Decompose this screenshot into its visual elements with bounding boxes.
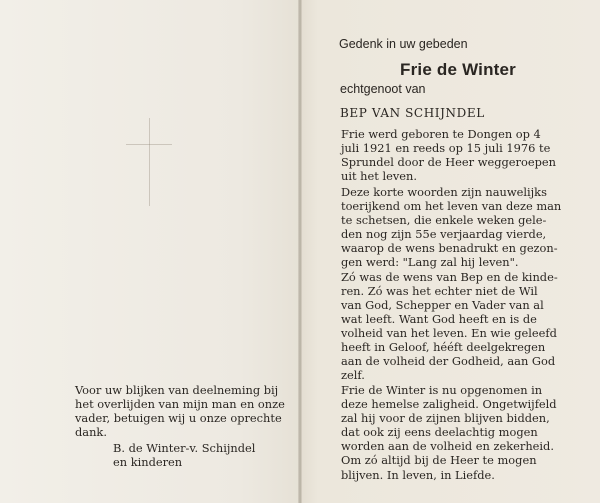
text-line: Frie werd geboren te Dongen op 4 — [341, 127, 541, 141]
text-line: zal hij voor de zijnen blijven bidden, — [341, 411, 550, 426]
thanks-line: dank. — [75, 425, 107, 440]
text-line: volheid van het leven. En wie geleefd — [341, 325, 557, 340]
deceased-name: Frie de Winter — [400, 60, 516, 79]
thanks-line: vader, betuigen wij u onze oprechte — [75, 411, 282, 426]
signature-line: B. de Winter-v. Schijndel — [113, 441, 256, 455]
text-line: waarop de wens benadrukt en gezon- — [341, 241, 558, 256]
thanks-message — [75, 383, 285, 439]
thanks-line: het overlijden van mijn man en onze — [75, 397, 285, 412]
relation-label: echtgenoot van — [340, 82, 426, 96]
text-line: Om zó altijd bij de Heer te mogen — [341, 453, 537, 468]
spouse-name: BEP VAN SCHIJNDEL — [340, 106, 485, 120]
paragraph-birth-death — [341, 127, 556, 183]
signature-line: en kinderen — [113, 455, 183, 470]
text-line: uit het leven. — [341, 169, 417, 184]
signature — [113, 441, 255, 469]
cross-mark-vertical — [149, 118, 150, 206]
text-line: ren. Zó was het echter niet de Wil — [341, 283, 538, 298]
text-line: den nog zijn 55e verjaardag vierde, — [341, 227, 547, 242]
text-line: heeft in Geloof, hééft deelgekregen — [341, 340, 546, 355]
text-line: gen werd: "Lang zal hij leven". — [341, 255, 519, 270]
prayer-request: Gedenk in uw gebeden — [339, 37, 468, 51]
text-line: te schetsen, die enkele weken gele- — [341, 213, 547, 228]
text-line: juli 1921 en reeds op 15 juli 1976 te — [341, 141, 551, 156]
text-line: worden aan de volheid en zekerheid. — [341, 439, 554, 454]
text-line: wat leeft. Want God heeft en is de — [341, 311, 537, 326]
text-line: Deze korte woorden zijn nauwelijks — [341, 185, 547, 199]
text-line: Zó was de wens van Bep en de kinde- — [341, 269, 558, 284]
text-line: van God, Schepper en Vader van al — [341, 297, 544, 312]
text-line: aan de volheid der Godheid, aan God — [341, 354, 556, 369]
cross-mark-horizontal — [126, 144, 172, 145]
paragraph-closing — [341, 383, 557, 482]
text-line: dat ook zij eens deelachtig mogen — [341, 425, 538, 440]
text-line: toerijkend om het leven van deze man — [341, 199, 562, 214]
paragraph-tribute — [341, 185, 561, 382]
thanks-line: Voor uw blijken van deelneming bij — [75, 383, 279, 397]
text-line: Frie de Winter is nu opgenomen in — [341, 383, 543, 397]
text-line: blijven. In leven, in Liefde. — [341, 467, 495, 482]
text-line: deze hemelse zaligheid. Ongetwijfeld — [341, 397, 557, 412]
text-line: zelf. — [341, 368, 365, 383]
text-line: Sprundel door de Heer weggeroepen — [341, 155, 556, 170]
card-fold — [298, 0, 302, 503]
